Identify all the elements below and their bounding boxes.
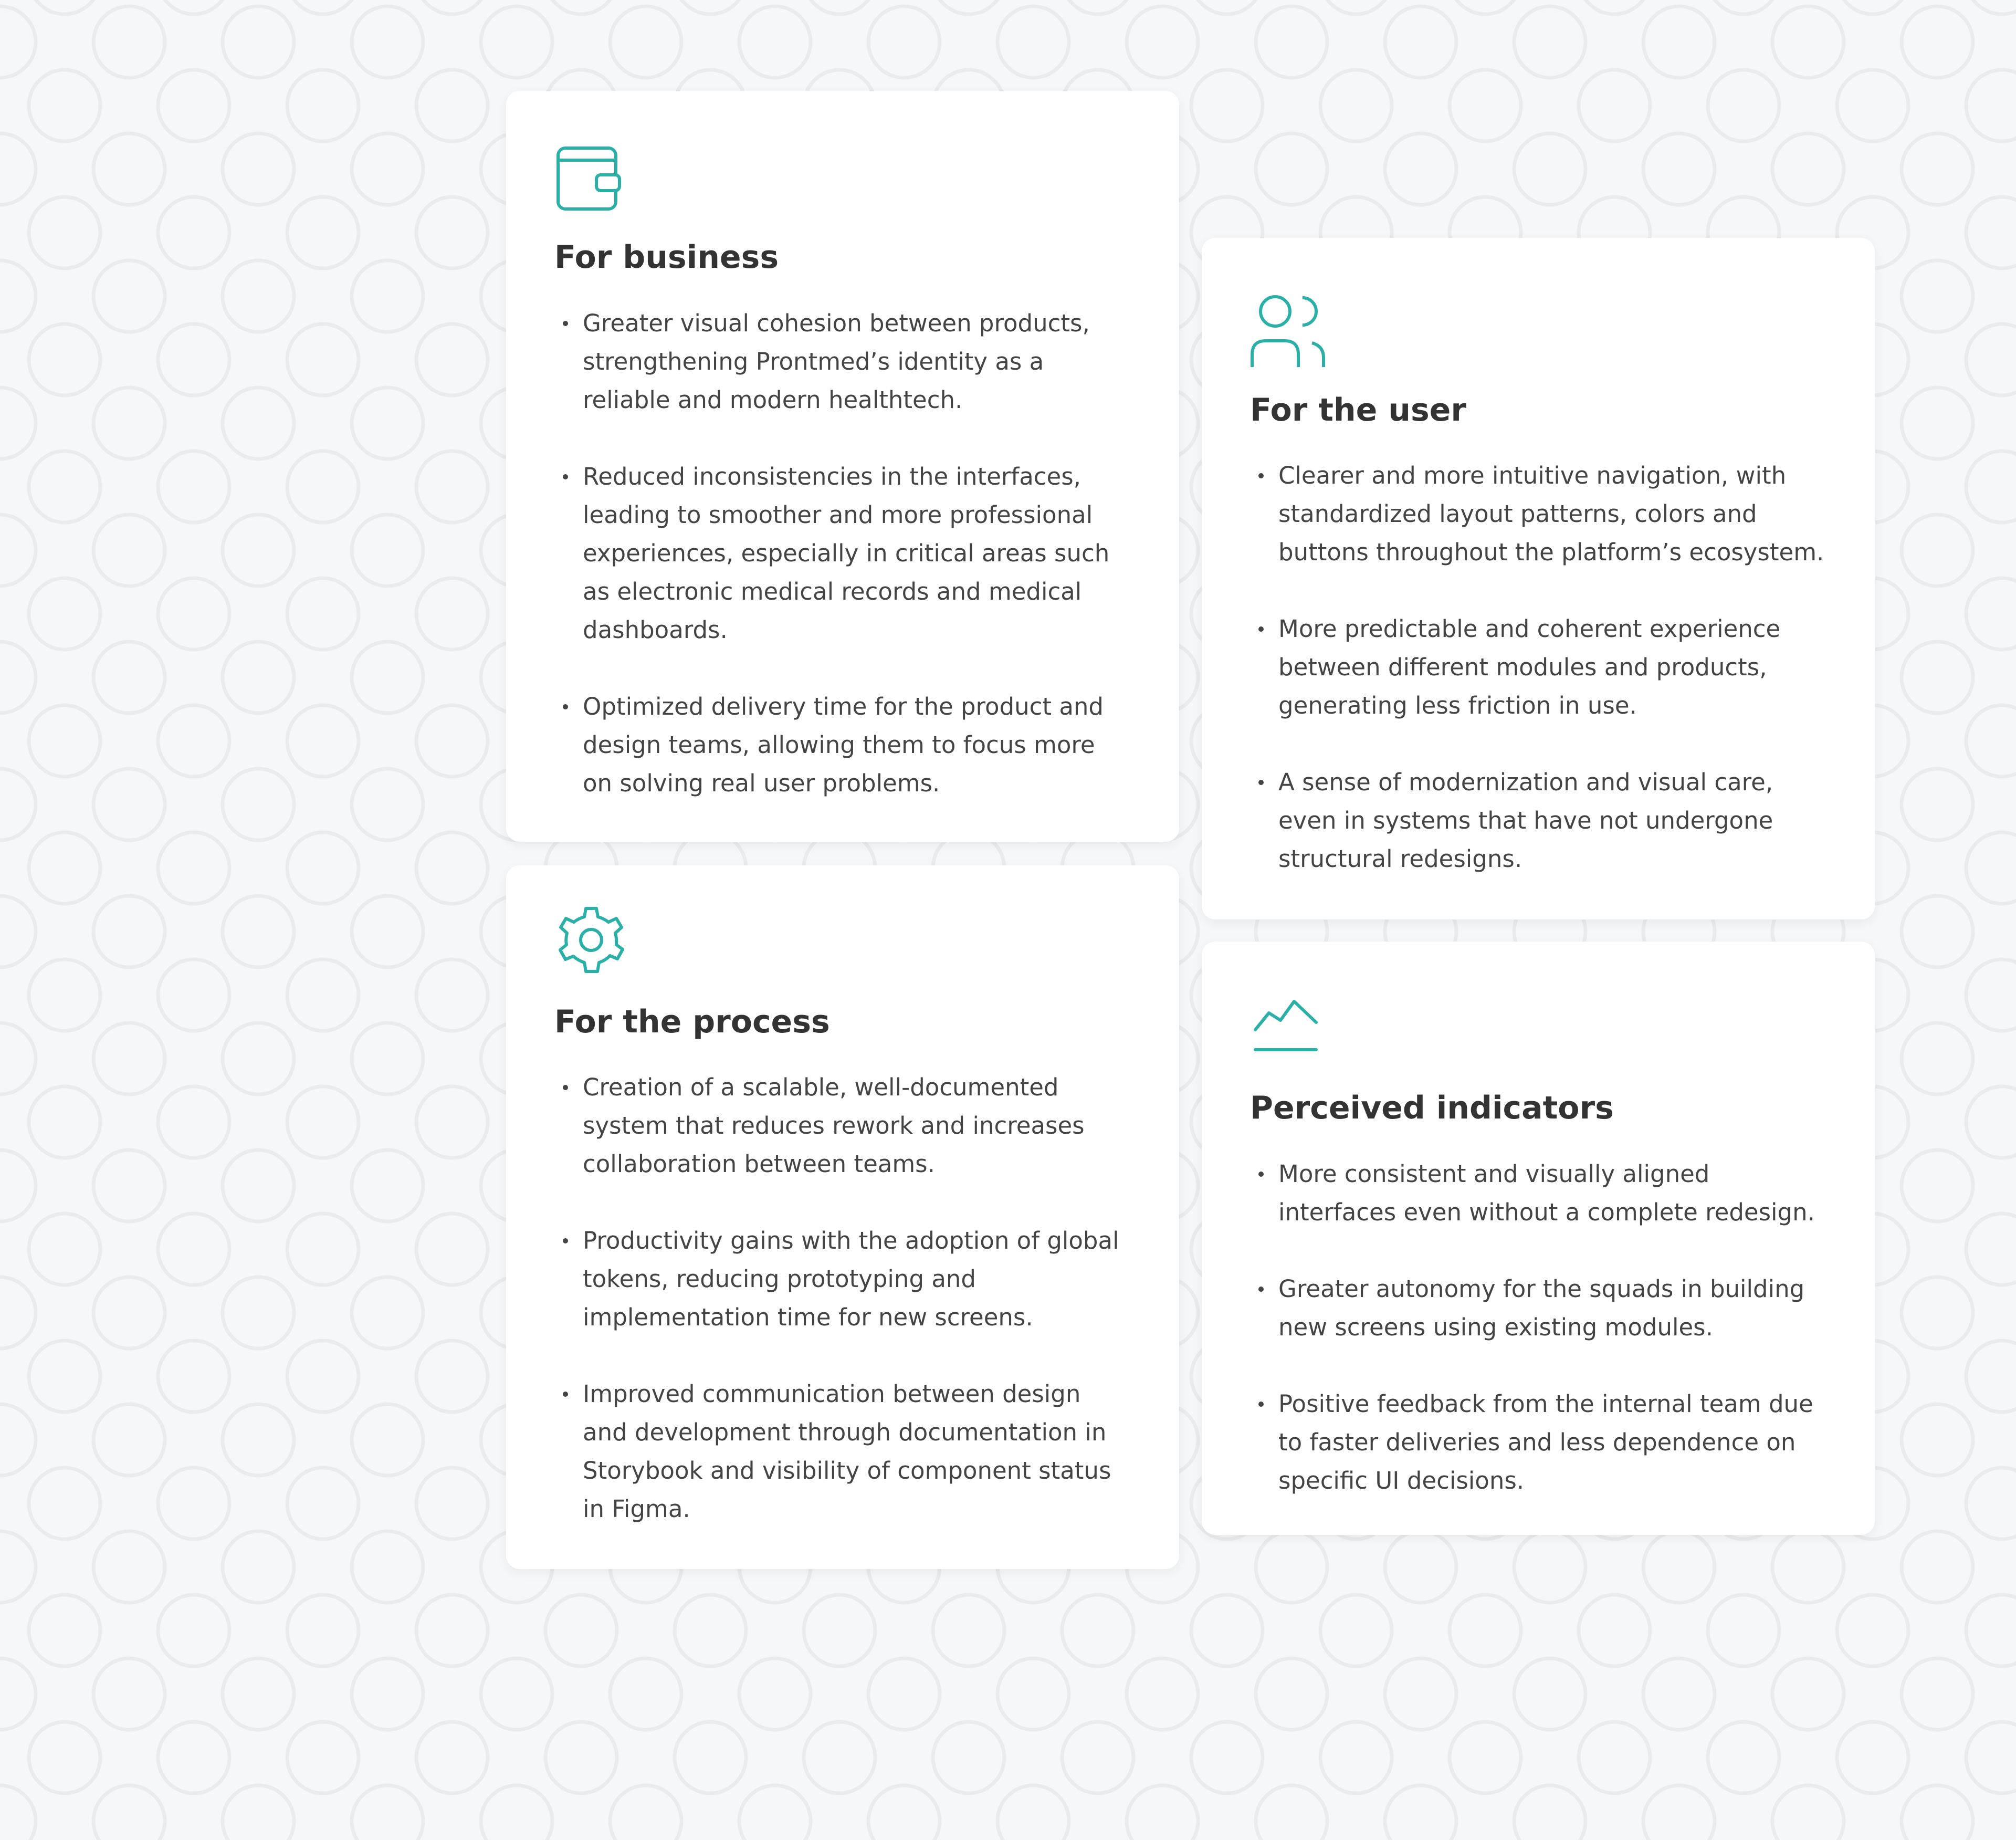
bullet-item: More consistent and visually aligned interfaces even without a complete redesign. bbox=[1278, 1155, 1826, 1231]
bullet-item: Positive feedback from the internal team due to faster deliveries and less dependence on specific UI decisions. bbox=[1278, 1385, 1826, 1500]
card-title-business: For business bbox=[554, 239, 779, 276]
card-for-the-user bbox=[1202, 238, 1875, 919]
users-icon bbox=[1250, 292, 1328, 370]
process-bullet-list bbox=[554, 1068, 1131, 1528]
gear-icon bbox=[554, 905, 628, 979]
bullet-item: More predictable and coherent experience between different modules and products, generating less friction in use. bbox=[1278, 610, 1826, 725]
wallet-icon bbox=[554, 144, 622, 212]
business-bullet-list bbox=[554, 304, 1131, 802]
bullet-item: Greater autonomy for the squads in building new screens using existing modules. bbox=[1278, 1270, 1826, 1346]
bullet-item: Improved communication between design and development through documentation in Storybook and visibility of component status in Figma. bbox=[583, 1375, 1131, 1528]
card-title-indicators: Perceived indicators bbox=[1250, 1090, 1614, 1126]
bullet-item: Greater visual cohesion between products, strengthening Prontmed’s identity as a reliable and modern healthtech. bbox=[583, 304, 1131, 419]
user-bullet-list bbox=[1250, 456, 1826, 878]
bullet-item: Optimized delivery time for the product and design teams, allowing them to focus more on solving real user problems. bbox=[583, 687, 1131, 802]
bullet-item: Reduced inconsistencies in the interfaces, leading to smoother and more professional experiences, especially in critical areas such as electronic medical records and medical dashboards. bbox=[583, 457, 1131, 649]
bullet-item: Productivity gains with the adoption of global tokens, reducing prototyping and implementation time for new screens. bbox=[583, 1221, 1131, 1336]
bullet-item: Clearer and more intuitive navigation, with standardized layout patterns, colors and buttons throughout the platform’s ecosystem. bbox=[1278, 456, 1826, 571]
card-for-business bbox=[506, 91, 1179, 842]
card-for-the-process bbox=[506, 865, 1179, 1569]
line-chart-icon bbox=[1250, 996, 1319, 1055]
card-perceived-indicators bbox=[1202, 942, 1875, 1535]
indicators-bullet-list bbox=[1250, 1155, 1826, 1500]
card-title-process: For the process bbox=[554, 1003, 830, 1040]
bullet-item: Creation of a scalable, well-documented system that reduces rework and increases collaboration between teams. bbox=[583, 1068, 1131, 1183]
card-title-user: For the user bbox=[1250, 392, 1466, 428]
bullet-item: A sense of modernization and visual care, even in systems that have not undergone structural redesigns. bbox=[1278, 763, 1826, 878]
